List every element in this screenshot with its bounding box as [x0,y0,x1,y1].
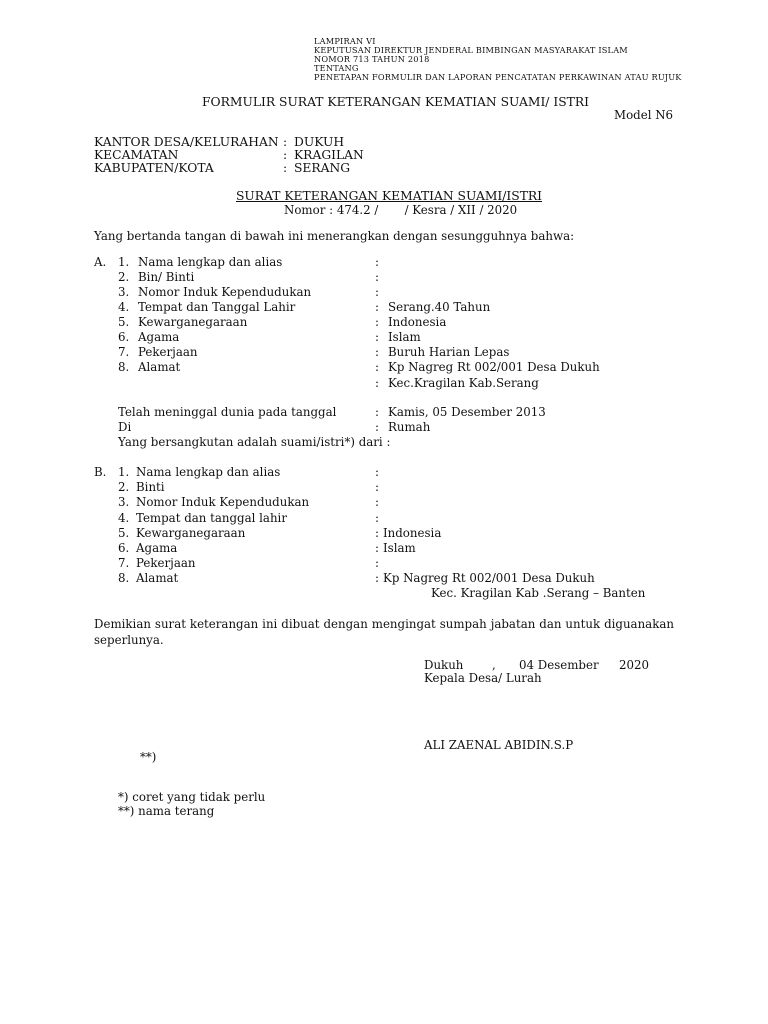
b-row-1-label: Nama lengkap dan alias [136,465,281,479]
a-row-8-colon: : [375,360,379,374]
b-row-6-label: Agama [136,541,178,555]
office-label-kabupaten: KABUPATEN/KOTA [94,161,214,175]
b-row-6-num: 6. [118,541,130,555]
header-line-3: NOMOR 713 TAHUN 2018 [314,54,430,64]
a-row-2-label: Bin/ Binti [138,270,195,284]
death-place-colon: : [375,420,379,434]
footnote-1: *) coret yang tidak perlu [118,790,266,804]
a-row-4-label: Tempat dan Tanggal Lahir [138,300,296,314]
b-row-2-num: 2. [118,480,130,494]
a-row-5-value: Indonesia [388,315,447,329]
signature-name: ALI ZAENAL ABIDIN.S.P [424,738,574,752]
b-row-7-num: 7. [118,556,130,570]
a-row-2-colon: : [375,270,379,284]
b-row-3-label: Nomor Induk Kependudukan [136,495,310,509]
a-row-1-colon: : [375,255,379,269]
a-row-6-label: Agama [138,330,180,344]
b-row-5-num: 5. [118,526,130,540]
death-place-label: Di [118,420,132,434]
section-b-letter: B. [94,465,107,479]
a-row-5-colon: : [375,315,379,329]
b-row-2-label: Binti [136,480,165,494]
letter-title: SURAT KETERANGAN KEMATIAN SUAMI/ISTRI [236,189,543,203]
b-address-line2: Kec. Kragilan Kab .Serang – Banten [431,586,646,600]
intro-text: Yang bertanda tangan di bawah ini menerangkan dengan sesungguhnya bahwa: [94,229,575,243]
a-row-5-label: Kewarganegaraan [138,315,248,329]
b-row-7-colon: : [375,556,379,570]
footnote-2: **) nama terang [118,804,215,818]
a-row-4-colon: : [375,300,379,314]
office-label-desa: KANTOR DESA/KELURAHAN [94,135,279,149]
a-row-2-num: 2. [118,270,130,284]
header-line-5: PENETAPAN FORMULIR DAN LAPORAN PENCATATAN PERKAWINAN ATAU RUJUK [314,72,682,82]
form-title: FORMULIR SURAT KETERANGAN KEMATIAN SUAMI/ ISTRI [202,95,589,109]
b-row-5-colon: : [375,526,379,540]
a-row-8-value: Kp Nagreg Rt 002/001 Desa Dukuh [388,360,600,374]
letter-number: Nomor : 474.2 / / Kesra / XII / 2020 [284,203,518,217]
a-row-6-value: Islam [388,330,421,344]
signature-date: 04 Desember [519,658,599,672]
b-row-2-colon: : [375,480,379,494]
a-row-1-num: 1. [118,255,130,269]
b-row-7-label: Pekerjaan [136,556,196,570]
b-row-8-label: Alamat [136,571,179,585]
b-row-4-num: 4. [118,511,130,525]
office-colon-desa: : [283,135,288,149]
b-row-6-value: Islam [383,541,416,555]
b-row-8-num: 8. [118,571,130,585]
a-row-1-label: Nama lengkap dan alias [138,255,283,269]
office-colon-kabupaten: : [283,161,288,175]
a-row-7-label: Pekerjaan [138,345,198,359]
a-row-7-colon: : [375,345,379,359]
b-row-4-colon: : [375,511,379,525]
office-label-kecamatan: KECAMATAN [94,148,179,162]
model-code: Model N6 [614,108,674,122]
signature-year: 2020 [619,658,650,672]
signature-position: Kepala Desa/ Lurah [424,671,542,685]
a-row-4-value: Serang.40 Tahun [388,300,491,314]
signature-place: Dukuh [424,658,464,672]
a-row-8-label: Alamat [138,360,181,374]
a-row-5-num: 5. [118,315,130,329]
a-row-7-value: Buruh Harian Lepas [388,345,510,359]
closing-paragraph: Demikian surat keterangan ini dibuat dengan mengingat sumpah jabatan dan untuk diguanakan seperlunya. [94,617,674,647]
office-value-kecamatan: KRAGILAN [294,148,364,162]
header-line-4: TENTANG [314,63,359,73]
header-line-1: LAMPIRAN VI [314,36,376,46]
b-row-5-value: Indonesia [383,526,442,540]
a-row-6-colon: : [375,330,379,344]
death-date-value: Kamis, 05 Desember 2013 [388,405,546,419]
a-row-3-colon: : [375,285,379,299]
b-row-3-colon: : [375,495,379,509]
office-value-desa: DUKUH [294,135,345,149]
death-date-label: Telah meninggal dunia pada tanggal [118,405,337,419]
a-row-6-num: 6. [118,330,130,344]
b-row-1-colon: : [375,465,379,479]
a-address-line2-value: Kec.Kragilan Kab.Serang [388,376,539,390]
b-row-8-value: Kp Nagreg Rt 002/001 Desa Dukuh [383,571,595,585]
a-row-8-num: 8. [118,360,130,374]
death-place-value: Rumah [388,420,431,434]
a-row-4-num: 4. [118,300,130,314]
office-colon-kecamatan: : [283,148,288,162]
a-row-3-label: Nomor Induk Kependudukan [138,285,312,299]
b-row-1-num: 1. [118,465,130,479]
header-line-2: KEPUTUSAN DIREKTUR JENDERAL BIMBINGAN MASYARAKAT ISLAM [314,45,628,55]
a-address-line2-colon: : [375,376,379,390]
b-row-6-colon: : [375,541,379,555]
signature-mark: **) [140,750,157,764]
death-date-colon: : [375,405,379,419]
signature-comma: , [492,658,496,672]
section-a-letter: A. [94,255,107,269]
b-row-3-num: 3. [118,495,130,509]
a-row-3-num: 3. [118,285,130,299]
b-row-5-label: Kewarganegaraan [136,526,246,540]
relation-text: Yang bersangkutan adalah suami/istri*) dari : [118,435,391,449]
b-row-4-label: Tempat dan tanggal lahir [136,511,287,525]
a-row-7-num: 7. [118,345,130,359]
b-row-8-colon: : [375,571,379,585]
office-value-kabupaten: SERANG [294,161,351,175]
